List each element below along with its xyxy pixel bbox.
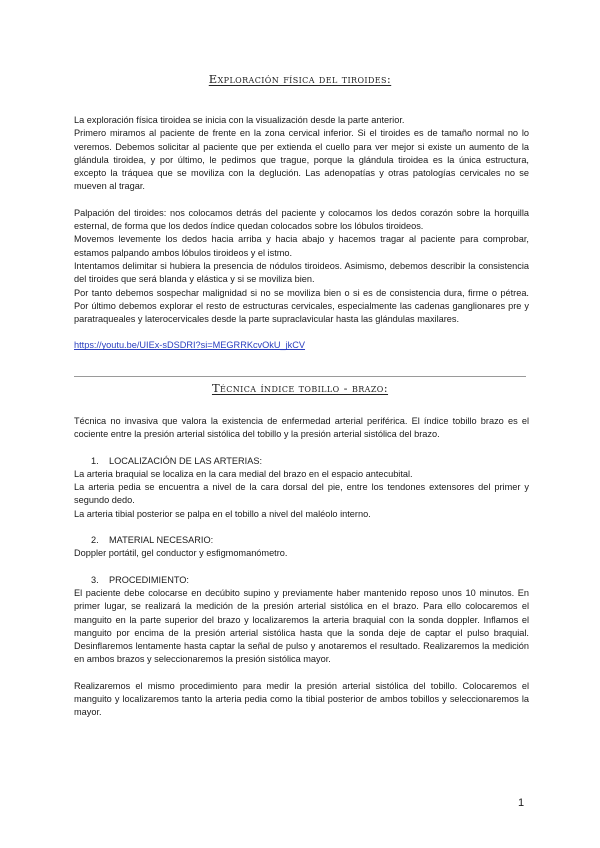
paragraph-procedure-ankle: Realizaremos el mismo procedimiento para medir la presión arterial sistólica del tobillo. Colocaremos el manguito y localizaremos tanto la arteria pedia como la tibial posterior de ambos tobillos y seleccionaremos la mayor. — [74, 680, 529, 718]
page-number: 1 — [518, 797, 525, 809]
section-thyroid — [74, 114, 529, 353]
paragraph-brachial: La arteria braquial se localiza en la cara medial del brazo en el espacio antecubital. — [74, 468, 413, 479]
paragraph-pedal: La arteria pedia se encuentra a nivel de la cara dorsal del pie, entre los tendones extensores del primer y segundo dedo. — [74, 482, 529, 506]
paragraph-nodules: Intentamos delimitar si hubiera la presencia de nódulos tiroideos. Asimismo, debemos describir la consistencia del tiroides que será blanda y elástica y si se moviliza bien. — [74, 260, 529, 285]
heading-localization: 1. LOCALIZACIÓN DE LAS ARTERIAS: — [91, 455, 263, 466]
heading-material: 2. MATERIAL NECESARIO: — [91, 535, 214, 546]
paragraph-inspection: Primero miramos al paciente de frente en la zona cervical inferior. Si el tiroides es de tamaño normal no lo veremos. Debemos solicitar al paciente que per extienda el cuello para ver mejor si existe un aumento de la glándula tiroidea, y por último, le pedimos que trague, porque la glándula tiroidea es la única estructura, excepto la tráquea que se moviliza con la deglución. Las adenopatías y otras patologías cervicales no se mueven al tragar. — [74, 128, 529, 192]
title-ankle-brachial: Técnica índice tobillo - brazo: — [211, 381, 389, 395]
section-ankle-brachial — [74, 415, 529, 720]
paragraph-intro: La exploración física tiroidea se inicia con la visualización desde la parte anterior. — [74, 115, 405, 125]
paragraph-tibial: La arteria tibial posterior se palpa en el tobillo a nivel del maléolo interno. — [74, 508, 371, 519]
section-divider — [74, 376, 526, 377]
heading-procedure: 3. PROCEDIMIENTO: — [91, 574, 189, 585]
paragraph-movement: Movemos levemente los dedos hacia arriba y hacia abajo y hacemos tragar al paciente para comprobar, estamos palpando ambos lóbulos tiroideos y el istmo. — [74, 234, 529, 258]
paragraph-material: Doppler portátil, gel conductor y esfigmomanómetro. — [74, 548, 288, 559]
paragraph-palpation: Palpación del tiroides: nos colocamos detrás del paciente y colocamos los dedos corazón sobre la horquilla esternal, de forma que los dedos índice quedan colocados sobre los lóbulos tiroideos. — [74, 207, 529, 232]
title-thyroid-exam: Exploración física del tiroides: — [208, 72, 392, 86]
video-link[interactable]: https://youtu.be/UIEx-sDSDRI?si=MEGRRKcvOkU_jkCV — [74, 340, 306, 351]
paragraph-abi-intro: Técnica no invasiva que valora la existencia de enfermedad arterial periférica. El índice tobillo brazo es el cociente entre la presión arterial sistólica del tobillo y la presión arterial sistólica del brazo. — [74, 416, 529, 440]
paragraph-malignancy: Por tanto debemos sospechar malignidad si no se moviliza bien o si es de consistencia dura, firme o pétrea. Por último debemos explorar el resto de estructuras cervicales, especialmente las cadenas ganglionares pre y paratraqueales y laterocervicales desde la parte supraclavicular hasta las glándulas maxilares. — [74, 287, 529, 325]
paragraph-procedure-arm: El paciente debe colocarse en decúbito supino y previamente haber mantenido reposo unos 10 minutos. En primer lugar, se realizará la medición de la presión arterial sistólica en el brazo. Para ello colocaremos el manguito en la parte superior del brazo y localizaremos la arteria braquial con la sonda doppler. Inflamos el manguito por encima de la presión arterial sistólica hasta que la sonda deje de captar el pulso braquial. Desinflaremos lentamente hasta captar la señal de pulso y anotaremos el resultado. Realizaremos la medición en ambos brazos y seleccionaremos la presión sistólica mayor. — [74, 587, 529, 665]
